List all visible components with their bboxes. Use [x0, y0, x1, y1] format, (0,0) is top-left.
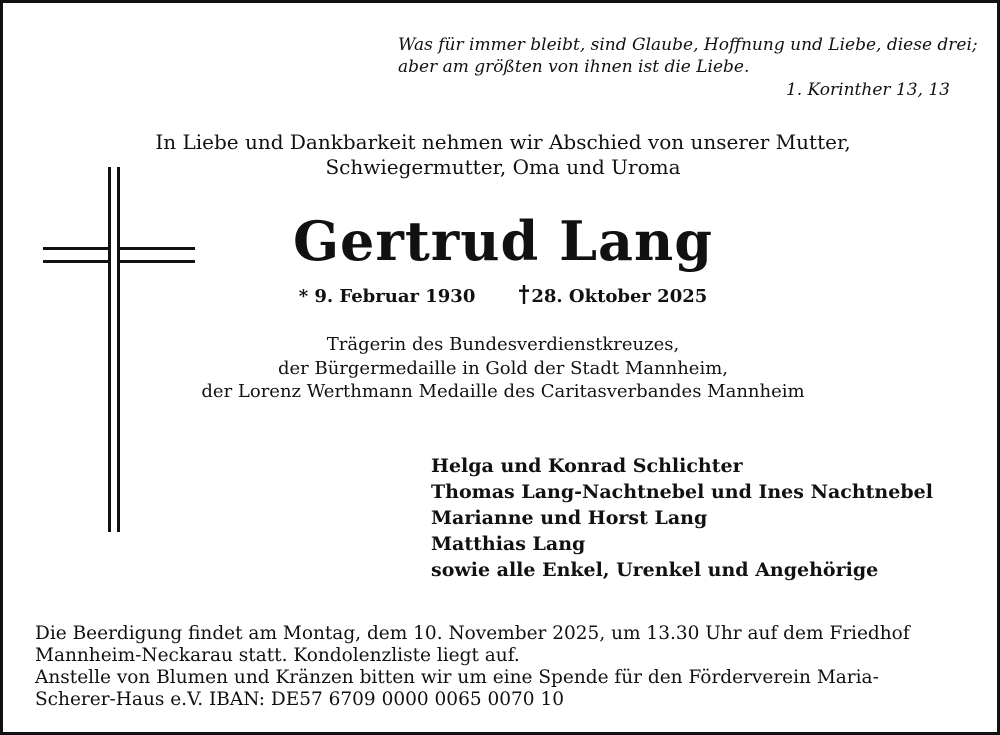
- quote-line-1: Was für immer bleibt, sind Glaube, Hoffnung und Liebe, diese drei;: [398, 35, 978, 55]
- mourners-list: [431, 453, 991, 583]
- quote-line-2: aber am größten von ihnen ist die Liebe.: [398, 57, 750, 77]
- bible-quote: [398, 34, 988, 101]
- honours-list: [103, 333, 903, 404]
- intro-line-1: In Liebe und Dankbarkeit nehmen wir Abschied von unserer Mutter,: [155, 130, 851, 154]
- quote-reference: 1. Korinther 13, 13: [785, 80, 950, 100]
- funeral-line-2: Mannheim-Neckarau statt. Kondolenzliste liegt auf.: [35, 645, 520, 666]
- funeral-line-4: Scherer-Haus e.V. IBAN: DE57 6709 0000 0065 0070 10: [35, 689, 565, 710]
- mourner-line-1: Helga und Konrad Schlichter: [431, 455, 743, 477]
- dagger-icon: [519, 285, 529, 304]
- honour-line-2: der Bürgermedaille in Gold der Stadt Mannheim,: [277, 357, 729, 379]
- honour-line-3: der Lorenz Werthmann Medaille des Caritasverbandes Mannheim: [201, 381, 805, 402]
- cross-arm-right-upper: [117, 247, 195, 250]
- funeral-line-3: Anstelle von Blumen und Kränzen bitten wir um eine Spende für den Förderverein Maria-: [35, 667, 879, 688]
- funeral-line-1: Die Beerdigung findet am Montag, dem 10. November 2025, um 13.30 Uhr auf dem Friedhof: [35, 623, 910, 644]
- mourner-line-2: Thomas Lang-Nachtnebel und Ines Nachtnebel: [431, 481, 933, 503]
- deceased-name: Gertrud Lang: [292, 209, 714, 273]
- mourner-line-3: Marianne und Horst Lang: [431, 507, 708, 529]
- cross-arm-left-lower: [43, 260, 110, 263]
- mourner-line-5: sowie alle Enkel, Urenkel und Angehörige: [431, 559, 879, 581]
- farewell-intro: [103, 130, 903, 180]
- birth-date: * 9. Februar 1930: [298, 286, 476, 307]
- cross-arm-left-upper: [43, 247, 110, 250]
- intro-line-2: Schwiegermutter, Oma und Uroma: [325, 155, 681, 179]
- mourner-line-4: Matthias Lang: [431, 533, 586, 555]
- honour-line-1: Trägerin des Bundesverdienstkreuzes,: [326, 334, 680, 355]
- life-dates: [203, 284, 803, 310]
- death-date: 28. Oktober 2025: [531, 286, 708, 307]
- cross-arm-right-lower: [117, 260, 195, 263]
- funeral-details: [35, 623, 985, 711]
